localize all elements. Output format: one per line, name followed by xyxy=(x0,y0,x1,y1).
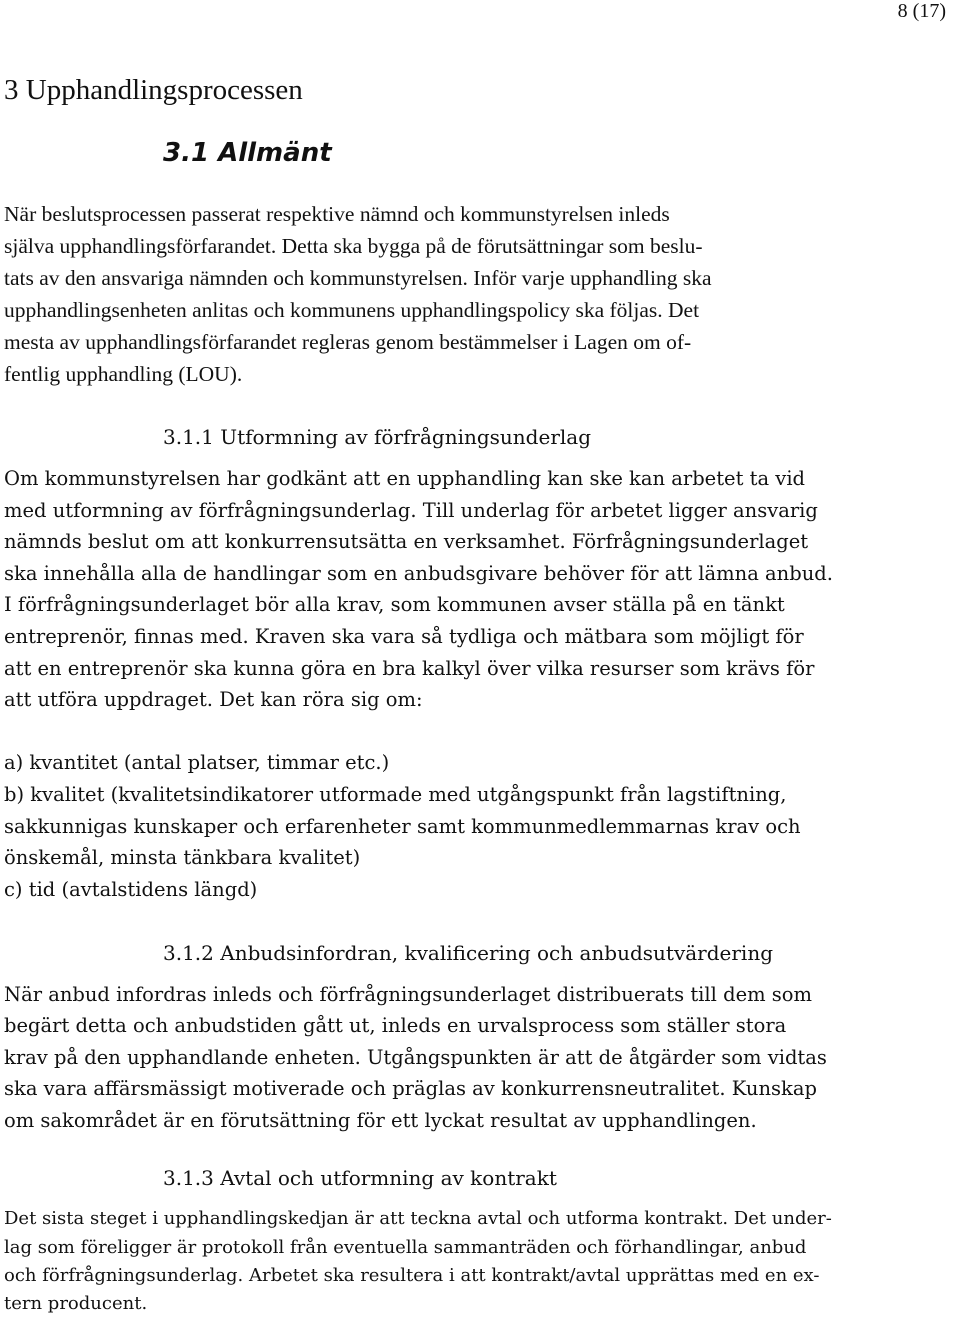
paragraph-line: ska vara affärsmässigt motiverade och präglas av konkurrensneutralitet. Kunskap xyxy=(4,1077,817,1100)
paragraph-line: tern producent. xyxy=(4,1293,148,1314)
paragraph-line: ska innehålla alla de handlingar som en anbudsgivare behöver för att lämna anbud. xyxy=(4,562,833,585)
paragraph-line: med utformning av förfrågningsunderlag. Till underlag för arbetet ligger ansvarig xyxy=(4,499,818,522)
paragraph-line: att en entreprenör ska kunna göra en bra kalkyl över vilka resurser som krävs för xyxy=(4,657,815,680)
paragraph-line: om sakområdet är en förutsättning för ett lyckat resultat av upphandlingen. xyxy=(4,1109,757,1132)
list-item: b) kvalitet (kvalitetsindikatorer utformade med utgångspunkt från lagstiftning, xyxy=(4,783,787,806)
paragraph-line: fentlig upphandling (LOU). xyxy=(4,362,243,386)
list-item: c) tid (avtalstidens längd) xyxy=(4,878,258,901)
chapter-title: 3 Upphandlingsprocessen xyxy=(4,74,303,106)
paragraph-line: När anbud infordras inleds och förfrågningsunderlaget distribuerats till dem som xyxy=(4,983,813,1006)
subsection-3-title: 3.1.3 Avtal och utformning av kontrakt xyxy=(163,1166,557,1190)
section-title: 3.1 Allmänt xyxy=(163,138,332,168)
paragraph-line: mesta av upphandlingsförfarandet regleras genom bestämmelser i Lagen om of- xyxy=(4,330,692,354)
paragraph-line: och förfrågningsunderlag. Arbetet ska resultera i att kontrakt/avtal upprättas med en ex- xyxy=(4,1265,820,1286)
paragraph-line: Det sista steget i upphandlingskedjan är att teckna avtal och utforma kontrakt. Det under- xyxy=(4,1208,832,1229)
list-item: sakkunnigas kunskaper och erfarenheter samt kommunmedlemmarnas krav och xyxy=(4,815,801,838)
paragraph-line: Om kommunstyrelsen har godkänt att en upphandling kan ske kan arbetet ta vid xyxy=(4,467,806,490)
paragraph-line: begärt detta och anbudstiden gått ut, inleds en urvalsprocess som ställer stora xyxy=(4,1014,787,1037)
paragraph-line: själva upphandlingsförfarandet. Detta ska bygga på de förutsättningar som beslu- xyxy=(4,234,703,258)
list-item: a) kvantitet (antal platser, timmar etc.) xyxy=(4,751,390,774)
subsection-2-title: 3.1.2 Anbudsinfordran, kvalificering och anbudsutvärdering xyxy=(163,941,774,965)
paragraph-line: entreprenör, finnas med. Kraven ska vara så tydliga och mätbara som möjligt för xyxy=(4,625,804,648)
paragraph-line: tats av den ansvariga nämnden och kommunstyrelsen. Inför varje upphandling ska xyxy=(4,266,712,290)
page-number: 8 (17) xyxy=(897,0,946,22)
paragraph-line: lag som föreligger är protokoll från eventuella sammanträden och förhandlingar, anbud xyxy=(4,1237,807,1258)
paragraph-line: nämnds beslut om att konkurrensutsätta en verksamhet. Förfrågningsunderlaget xyxy=(4,530,809,553)
paragraph-line: upphandlingsenheten anlitas och kommunens upphandlingspolicy ska följas. Det xyxy=(4,298,700,322)
paragraph-line: I förfrågningsunderlaget bör alla krav, som kommunen avser ställa på en tänkt xyxy=(4,593,785,616)
paragraph-line: krav på den upphandlande enheten. Utgångspunkten är att de åtgärder som vidtas xyxy=(4,1046,827,1069)
paragraph-line: att utföra uppdraget. Det kan röra sig om: xyxy=(4,688,423,711)
list-item: önskemål, minsta tänkbara kvalitet) xyxy=(4,846,361,869)
subsection-1-title: 3.1.1 Utformning av förfrågningsunderlag xyxy=(163,425,592,449)
paragraph-line: När beslutsprocessen passerat respektive nämnd och kommunstyrelsen inleds xyxy=(4,202,670,226)
